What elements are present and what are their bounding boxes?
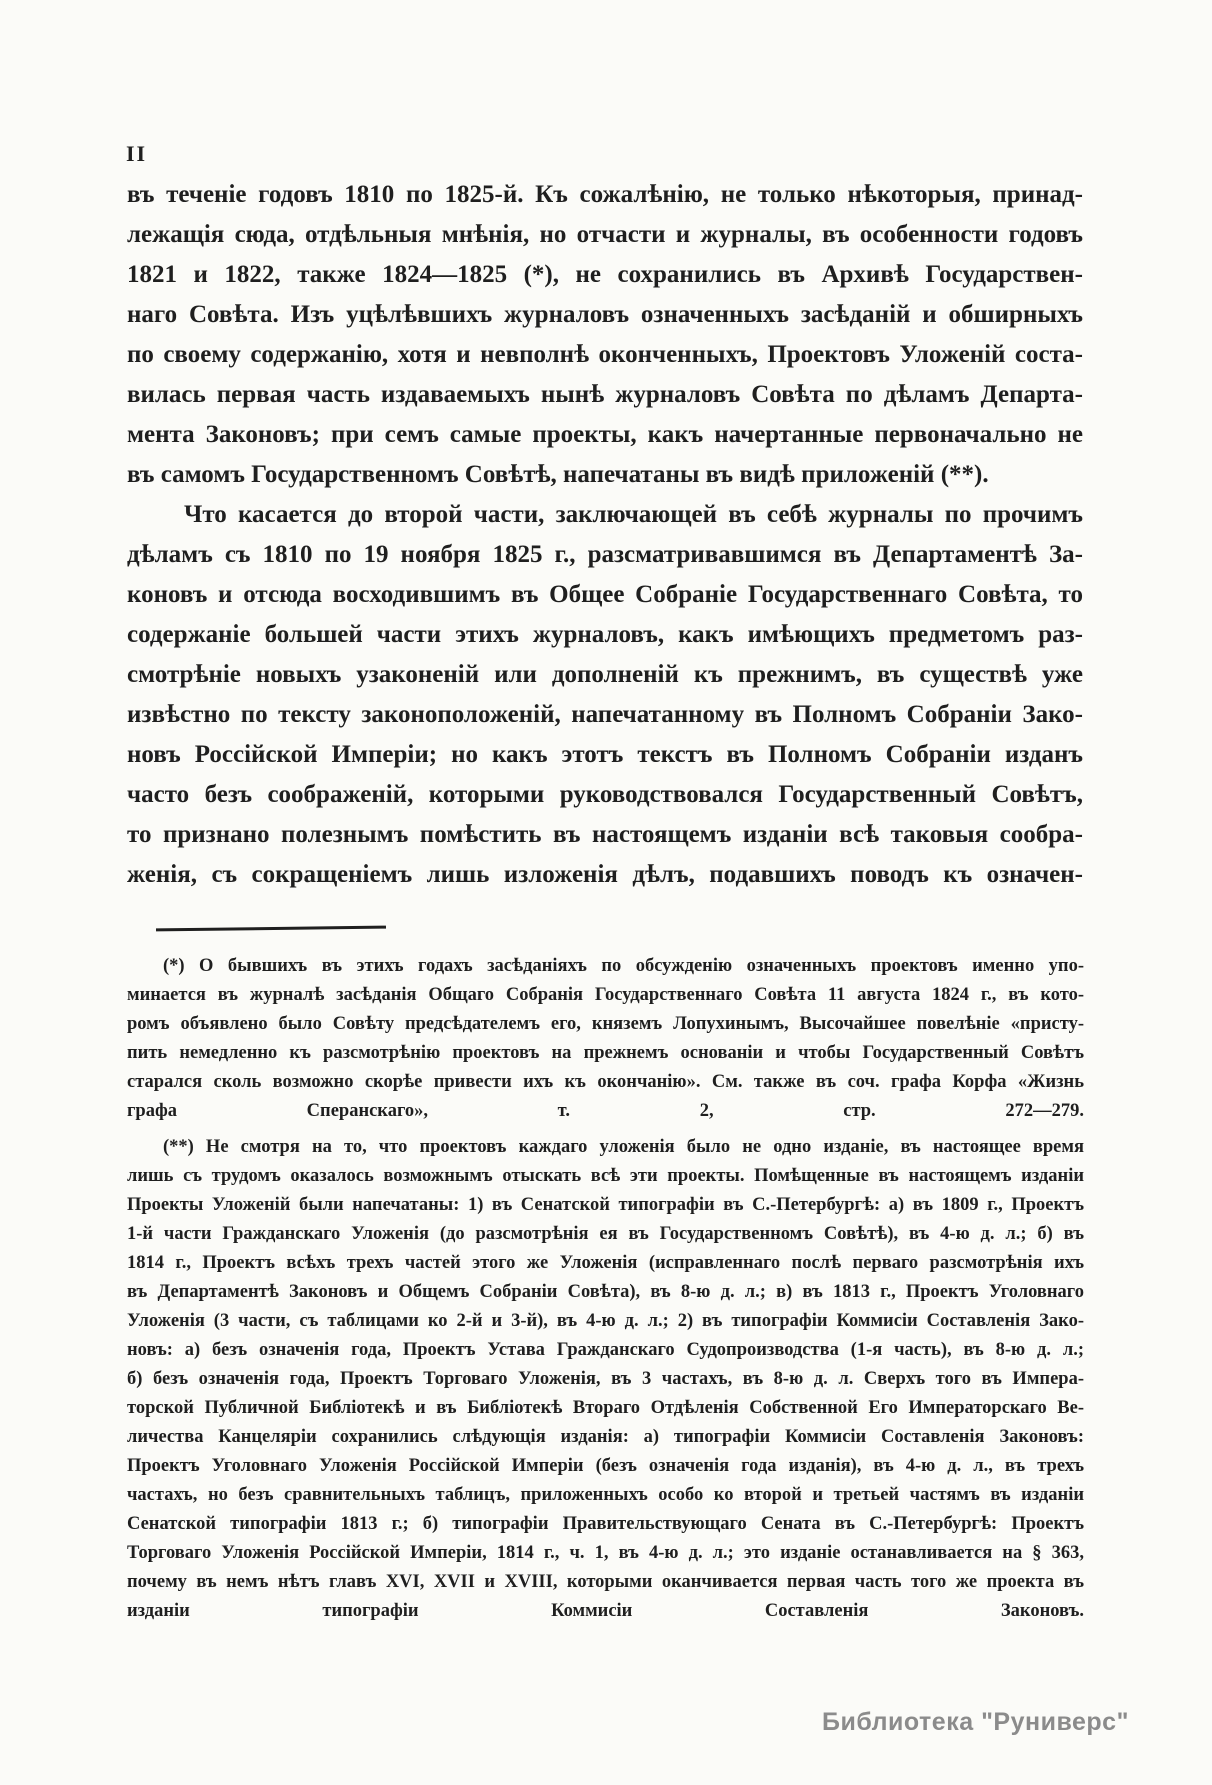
text-line: 1-й части Гражданскаго Уложенія (до разсмотрѣнія ея въ Государственномъ Совѣтѣ), въ 4-ю д. л.; б) въ xyxy=(127,1224,1084,1244)
text-line: въ самомъ Государственномъ Совѣтѣ, напечатаны въ видѣ приложеній (**). xyxy=(127,461,989,488)
text-line: въ Департаментѣ Законовъ и Общемъ Собраніи Совѣта), въ 8-ю д. л.; в) въ 1813 г., Проектъ Уголовнаго xyxy=(127,1282,1084,1302)
text-line: Уложенія (3 части, съ таблицами ко 2-й и 3-й), въ 4-ю д. л.; 2) въ типографіи Коммисіи Составленія Зако- xyxy=(127,1311,1084,1331)
text-line: частахъ, но безъ сравнительныхъ таблицъ, приложенныхъ особо ко второй и третьей частямъ въ изданіи xyxy=(127,1485,1084,1505)
text-line: извѣстно по тексту законоположеній, напечатанному въ Полномъ Собраніи Зако- xyxy=(127,701,1083,728)
text-line: коновъ и отсюда восходившимъ въ Общее Собраніе Государственнаго Совѣта, то xyxy=(127,581,1083,608)
text-line: личества Канцеляріи сохранились слѣдующія изданія: а) типографіи Коммисіи Составленія Законовъ: xyxy=(127,1427,1084,1447)
text-line: (*) О бывшихъ въ этихъ годахъ засѣданіяхъ по обсужденію означенныхъ проектовъ именно упо- xyxy=(163,956,1084,976)
text-line: новъ: а) безъ означенія года, Проектъ Устава Гражданскаго Судопроизводства (1-я часть), въ 8-ю д. л.; xyxy=(127,1340,1084,1360)
paragraph xyxy=(127,495,1083,895)
text-line: Сенатской типографіи 1813 г.; б) типографіи Правительствующаго Сената въ С.-Петербургѣ: Проектъ xyxy=(127,1514,1084,1534)
text-line: Проекты Уложеній были напечатаны: 1) въ Сенатской типографіи въ С.-Петербургѣ: а) въ 1809 г., Проектъ xyxy=(127,1195,1084,1215)
text-line: по своему содержанію, хотя и невполнѣ оконченныхъ, Проектовъ Уложеній соста- xyxy=(127,341,1083,368)
text-line: новъ Россійской Имперіи; но какъ этотъ текстъ въ Полномъ Собраніи изданъ xyxy=(127,741,1083,768)
text-line: содержаніе большей части этихъ журналовъ, какъ имѣющихъ предметомъ раз- xyxy=(127,621,1083,648)
footnote-separator-rule xyxy=(156,926,386,932)
text-line: 1821 и 1822, также 1824—1825 (*), не сохранились въ Архивѣ Государствен- xyxy=(127,261,1083,288)
footnote-asterisk xyxy=(127,952,1084,1126)
text-line: лишь съ трудомъ оказалось возможнымъ отыскать всѣ эти проекты. Помѣщенные въ настоящемъ изданіи xyxy=(127,1166,1084,1186)
text-line: лежащія сюда, отдѣльныя мнѣнія, но отчасти и журналы, въ особенности годовъ xyxy=(127,221,1083,248)
text-line: часто безъ соображеній, которыми руководствовался Государственный Совѣтъ, xyxy=(127,781,1083,808)
page-number: II xyxy=(126,141,148,166)
text-line: изданіи типографіи Коммисіи Составленія Законовъ. xyxy=(127,1601,1084,1621)
text-line: пить немедленно къ разсмотрѣнію проектовъ на прежнемъ основаніи и чтобы Государственный Совѣтъ xyxy=(127,1043,1084,1063)
text-line: женія, съ сокращеніемъ лишь изложенія дѣлъ, подавшихъ поводъ къ означен- xyxy=(127,861,1083,888)
text-line: то признано полезнымъ помѣстить въ настоящемъ изданіи всѣ таковыя сообра- xyxy=(127,821,1083,848)
text-line: 1814 г., Проектъ всѣхъ трехъ частей этого же Уложенія (исправленнаго послѣ перваго разсмотрѣнія ихъ xyxy=(127,1253,1084,1273)
text-line: наго Совѣта. Изъ уцѣлѣвшихъ журналовъ означенныхъ засѣданій и обширныхъ xyxy=(127,301,1083,328)
text-line: графа Сперанскаго», т. 2, стр. 272—279. xyxy=(127,1101,1084,1121)
text-line: дѣламъ съ 1810 по 19 ноября 1825 г., разсматривавшимся въ Департаментѣ За- xyxy=(127,541,1083,568)
text-line: Проектъ Уголовнаго Уложенія Россійской Имперіи (безъ означенія года изданія), въ 4-ю д. л., въ трехъ xyxy=(127,1456,1084,1476)
text-line: мента Законовъ; при семъ самые проекты, какъ начертанные первоначально не xyxy=(127,421,1083,448)
library-watermark: Библиотека "Руниверс" xyxy=(822,1708,1129,1736)
paragraph xyxy=(127,175,1083,495)
text-line: въ теченіе годовъ 1810 по 1825-й. Къ сожалѣнію, не только нѣкоторыя, принад- xyxy=(127,181,1083,208)
text-line: минается въ журналѣ засѣданія Общаго Собранія Государственнаго Совѣта 11 августа 1824 г., въ кото- xyxy=(127,985,1084,1005)
text-line: почему въ немъ нѣтъ главъ XVI, XVII и XVIII, которыми оканчивается первая часть того же проекта въ xyxy=(127,1572,1084,1592)
text-line: Торговаго Уложенія Россійской Имперіи, 1814 г., ч. 1, въ 4-ю д. л.; это изданіе останавливается на § 363, xyxy=(127,1543,1084,1563)
footnote-double-asterisk xyxy=(127,1133,1084,1626)
body-text xyxy=(127,175,1083,895)
text-line: ромъ объявлено было Совѣту предсѣдателемъ его, княземъ Лопухинымъ, Высочайшее повелѣніе «присту- xyxy=(127,1014,1084,1034)
text-line: вилась первая часть издаваемыхъ нынѣ журналовъ Совѣта по дѣламъ Департа- xyxy=(127,381,1083,408)
text-line: старался сколь возможно скорѣе привести ихъ къ окончанію». См. также въ соч. графа Корфа «Жизнь xyxy=(127,1072,1084,1092)
text-line: смотрѣніе новыхъ узаконеній или дополненій къ прежнимъ, въ существѣ уже xyxy=(127,661,1083,688)
text-line: (**) Не смотря на то, что проектовъ каждаго уложенія было не одно изданіе, въ настоящее время xyxy=(163,1137,1084,1157)
text-line: б) безъ означенія года, Проектъ Торговаго Уложенія, въ 3 частахъ, въ 8-ю д. л. Сверхъ того въ Импера- xyxy=(127,1369,1084,1389)
text-line: Что касается до второй части, заключающей въ себѣ журналы по прочимъ xyxy=(184,501,1083,528)
text-line: торской Публичной Библіотекѣ и въ Библіотекѣ Втораго Отдѣленія Собственной Его Императорскаго Ве- xyxy=(127,1398,1084,1418)
